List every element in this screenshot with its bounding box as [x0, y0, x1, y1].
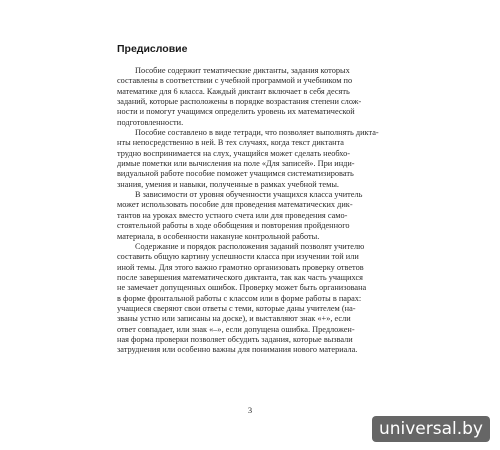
text-line: ответ совпадает, или знак «–», если допущена ошибка. Предложен- [117, 324, 355, 334]
text-line: учащиеся сверяют свои ответы с теми, которые даны учителем (на- [117, 303, 356, 313]
text-line: после завершения математического диктанта, так как часть учащихся [117, 272, 363, 282]
text-line: Пособие составлено в виде тетради, что позволяет выполнять дикта- [135, 128, 379, 138]
text-line: трудно воспринимается на слух, учащийся может сделать необхо- [117, 148, 351, 158]
text-line: материала, в особенности накануне контрольной работы. [117, 231, 320, 241]
text-line: В зависимости от уровня обученности учащихся класса учитель [135, 190, 363, 200]
text-line: стоятельной работы в ходе обобщения и повторения пройденного [117, 221, 350, 231]
site-watermark: universal.by [372, 416, 490, 442]
text-line: званы устно или записаны на доске), и выставляют знак «+», если [117, 314, 351, 324]
paragraph-4 [117, 242, 385, 356]
text-line: иной темы. Для этого важно грамотно организовать проверку ответов [117, 262, 364, 272]
text-line: не замечает допущенных ошибок. Проверку может быть организована [117, 283, 367, 293]
text-line: может использовать пособие для проведения математических дик- [117, 200, 353, 210]
text-line: ности и помогут учащимся определить уровень их математической [117, 107, 355, 117]
text-line: тантов на уроках вместо устного счета или для проведения само- [117, 210, 348, 220]
text-line: математике для 6 класса. Каждый диктант включает в себя десять [117, 86, 350, 96]
text-line: в форме фронтальной работы с классом или в форме работы в парах: [117, 293, 362, 303]
paragraph-2 [117, 128, 385, 190]
text-line: знания, умения и навыки, полученные в рамках учебной темы. [117, 179, 339, 189]
text-line: подготовленности. [117, 117, 184, 127]
text-line: Пособие содержит тематические диктанты, задания которых [135, 66, 350, 75]
text-line: затруднения или особенно важны для понимания нового материала. [117, 345, 358, 355]
text-line: заданий, которые расположены в порядке возрастания степени слож- [117, 97, 362, 107]
text-line: Содержание и порядок расположения заданий позволят учителю [135, 241, 365, 251]
section-heading: Предисловие [117, 43, 188, 55]
paragraph-1 [117, 66, 385, 128]
text-line: составлены в соответствии с учебной программой и учебником по [117, 76, 353, 86]
text-line: ная форма проверки позволяет обсудить задания, которые вызвали [117, 334, 353, 344]
paragraph-3 [117, 190, 385, 242]
text-line: димые пометки или вычисления на поле «Для записей». При инди- [117, 159, 355, 169]
page-number: 3 [247, 405, 253, 415]
text-line: видуальной работе пособие поможет учащимся систематизировать [117, 169, 354, 179]
text-line: составить общую картину успешности класса при изучении той или [117, 252, 359, 262]
preface-body [117, 66, 385, 356]
text-line: нты непосредственно в ней. В тех случаях, когда текст диктанта [117, 138, 344, 148]
